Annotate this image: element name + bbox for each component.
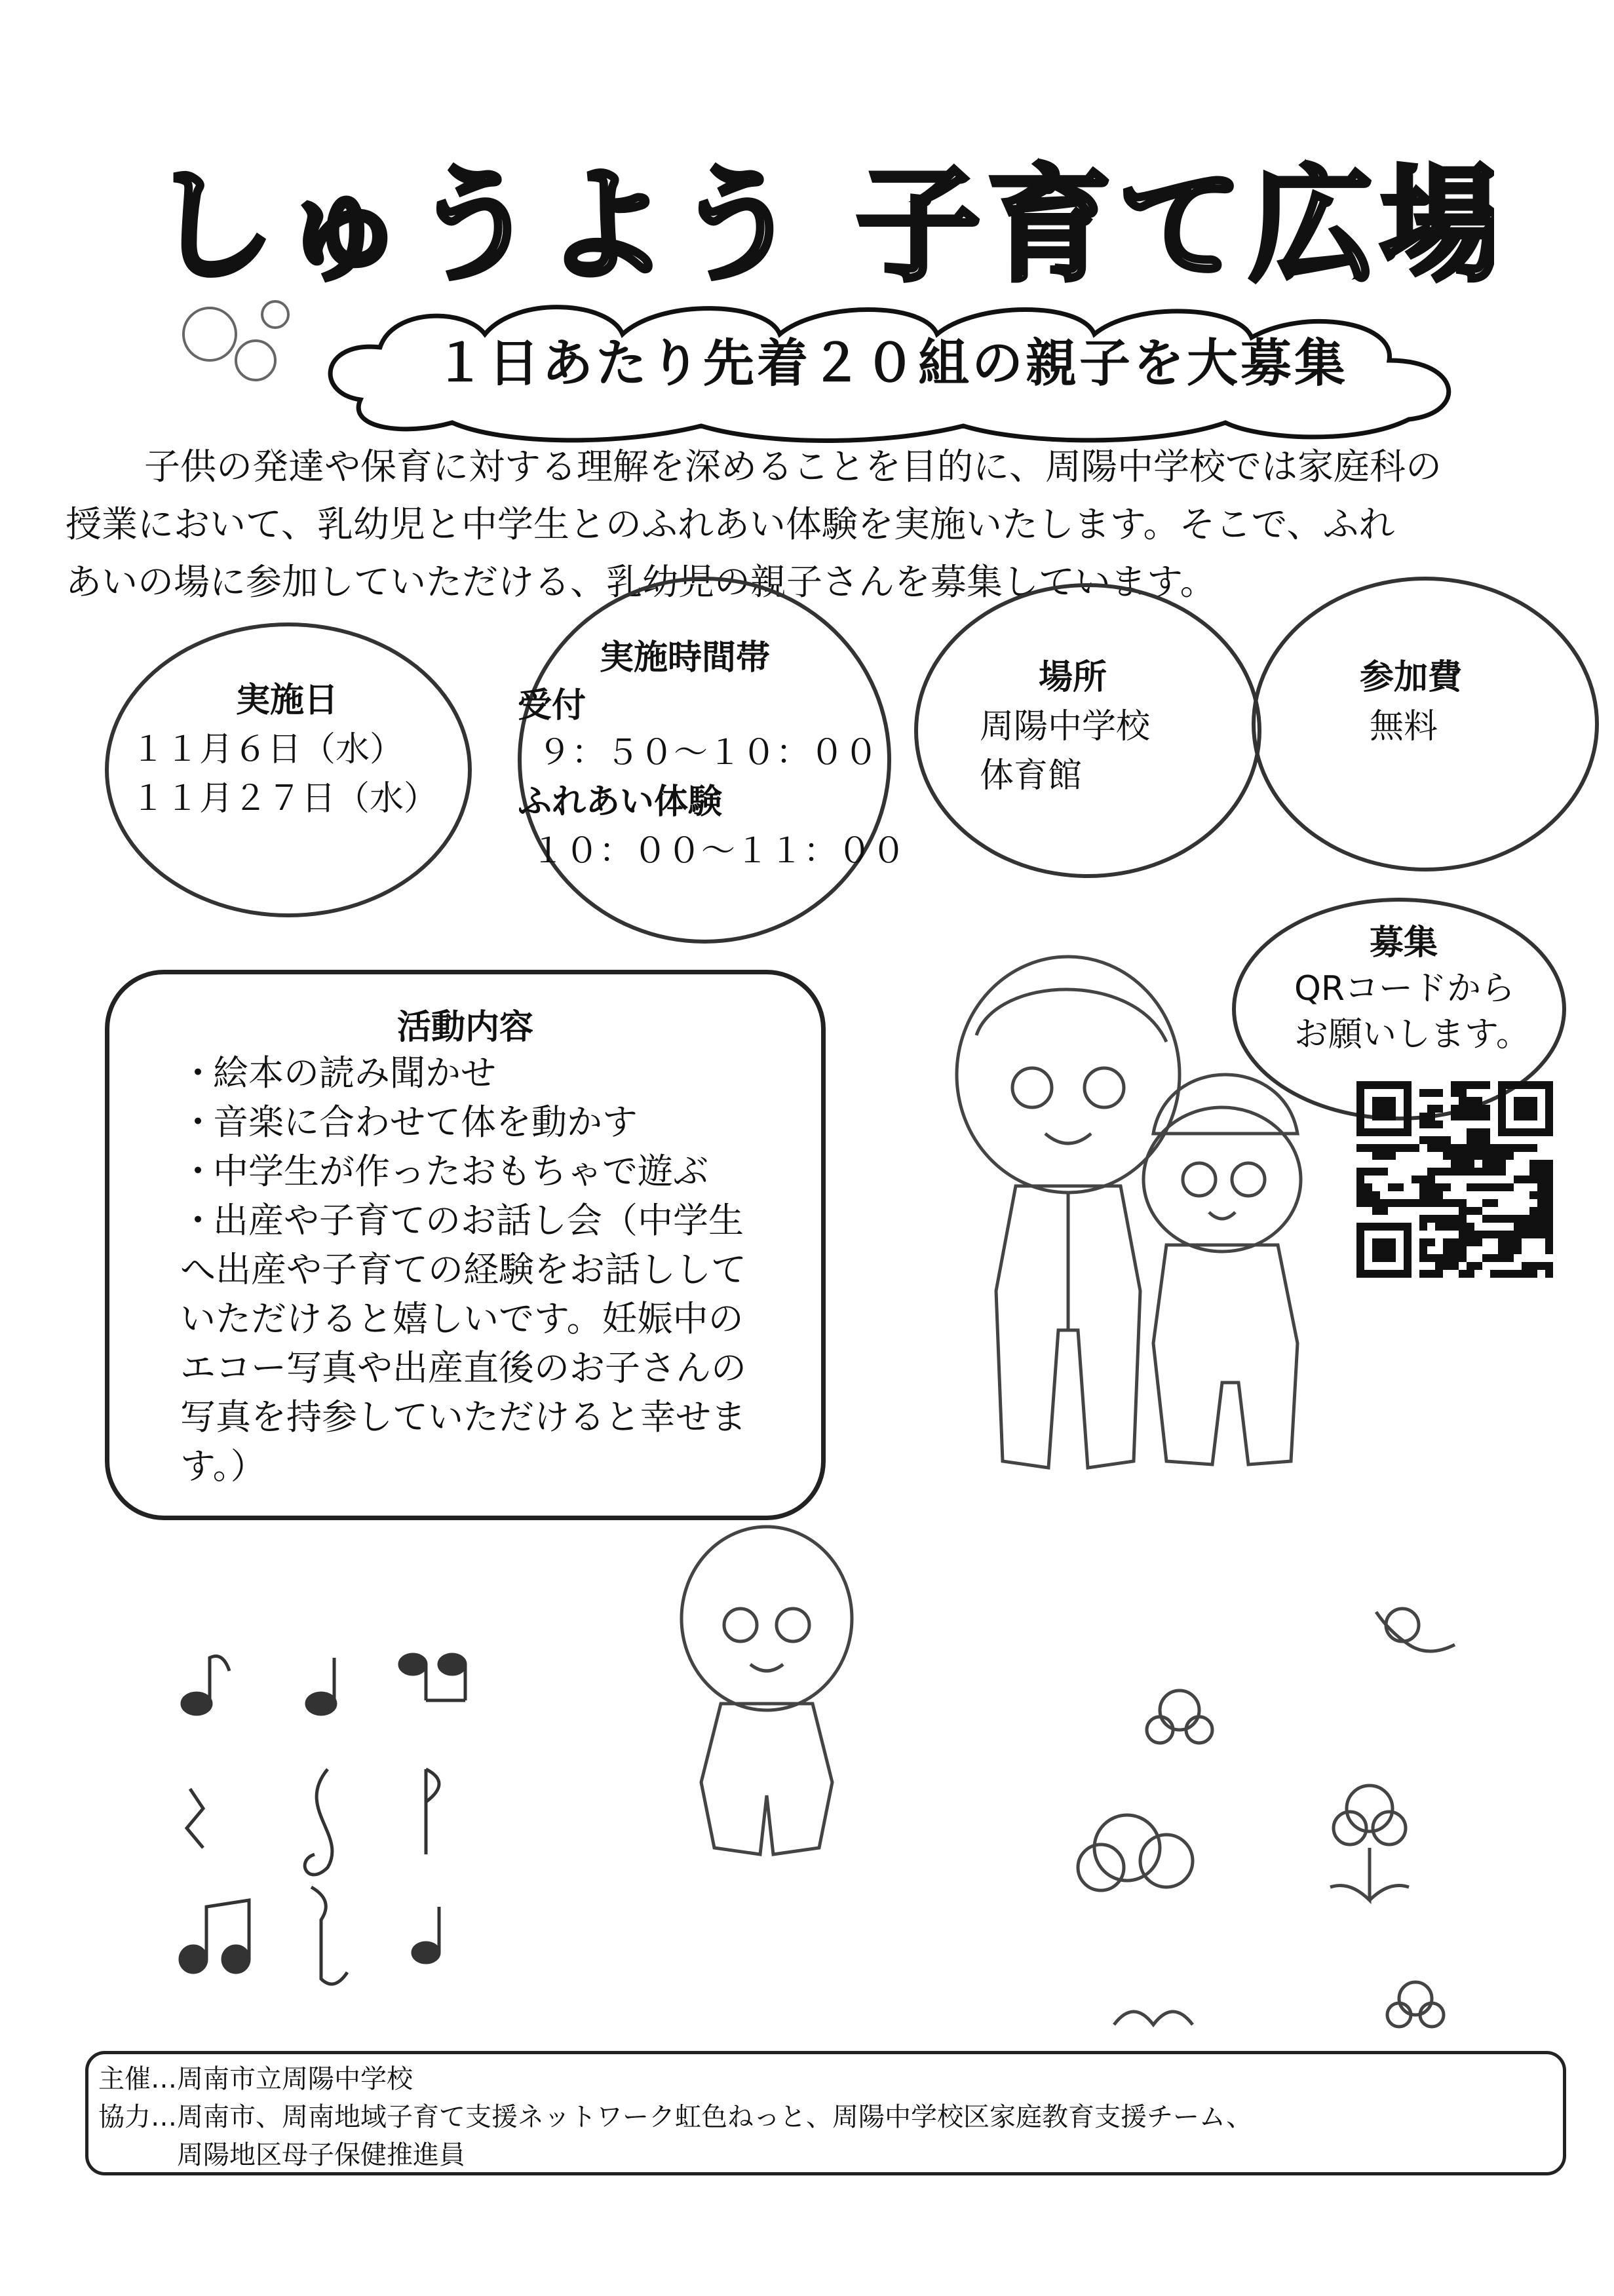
date-circle — [105, 622, 472, 917]
list-item: ・ 出産や子育てのお話し会（中学生 — [180, 1196, 796, 1245]
recruit-label: 募集 — [1370, 923, 1438, 963]
title-bubbles — [177, 275, 308, 406]
place-value-2: 体育館 — [980, 756, 1083, 795]
footer-cooperation: 協力…周南市、周南地域子育て支援ネットワーク虹色ねっと、周陽中学校区家庭教育支援チーム、 — [98, 2102, 1253, 2132]
note-line: へ出産や子育ての経験をお話しして — [180, 1249, 746, 1290]
list-item: ・ 中学生が作ったおもちゃで遊ぶ — [180, 1147, 796, 1196]
reception-label: 受付 — [518, 686, 586, 725]
time-label: 実施時間帯 — [600, 638, 771, 678]
date-label: 実施日 — [236, 681, 339, 720]
list-item: ・ 絵本の読み聞かせ — [180, 1048, 796, 1098]
place-value-1: 周陽中学校 — [980, 707, 1151, 746]
intro-line: 授業において、乳幼児と中学生とのふれあい体験を実施いたします。そこで、ふれ — [66, 503, 1395, 545]
music-notes-illustration — [177, 1638, 505, 2005]
reception-time: ９：５０〜１０：００ — [537, 733, 879, 773]
activities-list — [180, 1048, 796, 1245]
note-line: エコー写真や出産直後のお子さんの — [180, 1347, 746, 1388]
recruit-line-1: QRコードから — [1294, 969, 1516, 1008]
children-illustration — [917, 924, 1343, 1507]
note-line: 写真を持参していただけると幸せま — [180, 1396, 746, 1438]
note-line: いただけると嬉しいです。妊娠中の — [180, 1298, 744, 1339]
fee-value: 無料 — [1370, 707, 1438, 746]
date-value-1: １１月６日（水） — [131, 730, 404, 769]
flowers-illustration — [1062, 1605, 1468, 2038]
fee-label: 参加費 — [1360, 658, 1463, 697]
page-title — [151, 144, 1494, 295]
experience-time: １０：００〜１１：００ — [531, 832, 906, 871]
date-value-2: １１月２７日（水） — [131, 779, 438, 818]
qr-code[interactable] — [1356, 1081, 1553, 1278]
intro-text — [66, 438, 1533, 611]
experience-label: ふれあい体験 — [518, 782, 723, 822]
note-line: す。） — [180, 1445, 266, 1487]
title-lettering — [151, 144, 1494, 295]
intro-line: 子供の発達や保育に対する理解を深めることを目的に、周陽中学校では家庭科の — [144, 446, 1442, 488]
list-item: ・ 音楽に合わせて体を動かす — [180, 1098, 796, 1147]
footer-host: 主催…周南市立周陽中学校 — [98, 2064, 413, 2094]
place-label: 場所 — [1039, 658, 1107, 697]
svg-text:しゅうよう 子育て広場: しゅうよう 子育て広場 — [151, 153, 1494, 295]
activities-title: 活動内容 — [396, 1008, 533, 1047]
subtitle: １日あたり先着２０組の親子を大募集 — [434, 334, 1348, 393]
girl-illustration — [655, 1507, 878, 1874]
intro-line: あいの場に参加していただける、乳幼児の親子さんを募集しています。 — [66, 561, 1216, 603]
footer-cooperation-cont: 周陽地区母子保健推進員 — [177, 2140, 465, 2170]
recruit-line-2: お願いします。 — [1294, 1015, 1530, 1054]
activities-note — [180, 1245, 796, 1491]
